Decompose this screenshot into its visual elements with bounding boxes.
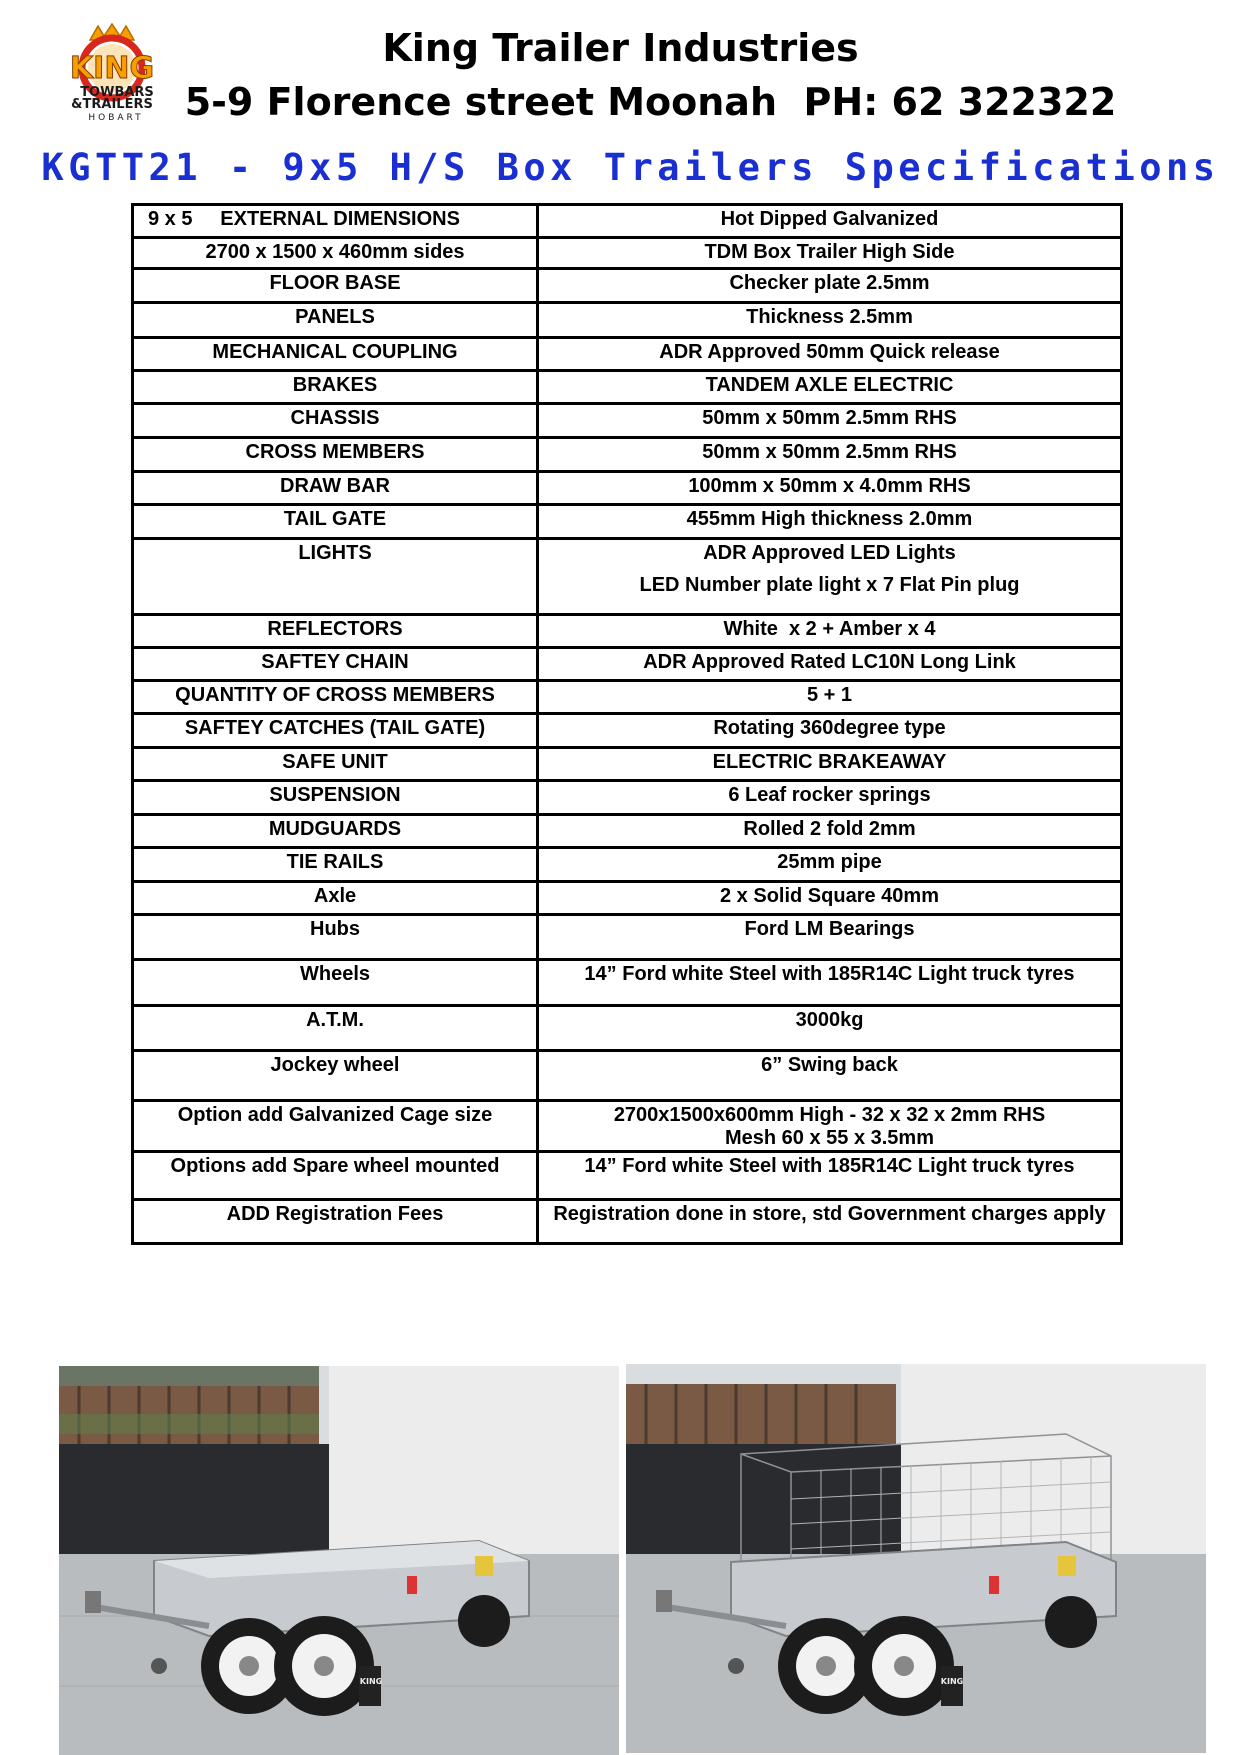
spec-value-line: 5 + 1 (806, 684, 853, 706)
spec-row (133, 338, 1122, 371)
photo-1-plate: KING (359, 1677, 383, 1686)
spec-label: CROSS MEMBERS (133, 438, 538, 472)
trailer-photos (59, 1366, 1206, 1755)
box-trailer-photo (59, 1366, 619, 1755)
spec-label: MECHANICAL COUPLING (133, 338, 538, 371)
spec-label: Jockey wheel (133, 1051, 538, 1101)
spec-value-line: 14” Ford white Steel with 185R14C Light truck tyres (584, 963, 1075, 985)
spec-label: SAFE UNIT (133, 748, 538, 781)
spec-row (133, 648, 1122, 681)
spec-row (133, 269, 1122, 303)
spec-label: Hubs (133, 915, 538, 960)
spec-value-line: 25mm pipe (777, 851, 882, 873)
company-address: 5-9 Florence street Moonah PH: 62 322322 (184, 80, 1117, 124)
spec-value (538, 960, 1122, 1006)
spec-value-line: Thickness 2.5mm (746, 306, 913, 328)
spec-label: DRAW BAR (133, 472, 538, 505)
spec-row (133, 505, 1122, 539)
spec-value-line: White x 2 + Amber x 4 (723, 618, 936, 640)
spec-label: Wheels (133, 960, 538, 1006)
spec-label: FLOOR BASE (133, 269, 538, 303)
spec-value (538, 303, 1122, 338)
spec-label: 2700 x 1500 x 460mm sides (133, 238, 538, 269)
spec-row (133, 960, 1122, 1006)
spec-value-line: ADR Approved LED Lights (703, 542, 956, 564)
spec-value (538, 1200, 1122, 1244)
spec-value-line: TANDEM AXLE ELECTRIC (705, 374, 954, 396)
photo-2-plate: KING (940, 1677, 964, 1686)
spec-value (538, 681, 1122, 714)
spec-value (538, 781, 1122, 815)
spec-value (538, 648, 1122, 681)
spec-row (133, 815, 1122, 848)
spec-value-line: 6” Swing back (761, 1054, 898, 1076)
spec-value (538, 238, 1122, 269)
spec-value-line: Rolled 2 fold 2mm (743, 818, 916, 840)
logo-line-towbars: TOWBARS (80, 85, 154, 100)
spec-value (538, 269, 1122, 303)
spec-row (133, 748, 1122, 781)
logo-line-hobart: HOBART (88, 113, 144, 123)
spec-value-line: TDM Box Trailer High Side (704, 241, 955, 263)
spec-row (133, 1101, 1122, 1152)
logo-line-trailers: &TRAILERS (71, 97, 153, 112)
spec-value (538, 338, 1122, 371)
spec-value (538, 438, 1122, 472)
spec-value-line: 455mm High thickness 2.0mm (686, 508, 973, 530)
spec-label: PANELS (133, 303, 538, 338)
spec-row (133, 438, 1122, 472)
spec-table (131, 203, 1123, 1245)
spec-label: 9 x 5 EXTERNAL DIMENSIONS (133, 205, 538, 238)
spec-label: LIGHTS (133, 539, 538, 615)
spec-value-line: Hot Dipped Galvanized (720, 208, 939, 230)
spec-value-line: 2700x1500x600mm High - 32 x 32 x 2mm RHS (613, 1104, 1046, 1126)
spec-value-line-2: Mesh 60 x 55 x 3.5mm (724, 1127, 934, 1149)
spec-value-line: Rotating 360degree type (713, 717, 946, 739)
spec-label: Option add Galvanized Cage size (133, 1101, 538, 1152)
spec-value (538, 472, 1122, 505)
spec-value (538, 539, 1122, 615)
spec-row (133, 539, 1122, 615)
spec-row (133, 205, 1122, 238)
spec-label: REFLECTORS (133, 615, 538, 648)
spec-value (538, 748, 1122, 781)
spec-value (538, 505, 1122, 539)
spec-value (538, 848, 1122, 882)
spec-row (133, 1152, 1122, 1200)
spec-value (538, 371, 1122, 404)
spec-label: TAIL GATE (133, 505, 538, 539)
caged-trailer-photo (626, 1364, 1206, 1753)
spec-label: QUANTITY OF CROSS MEMBERS (133, 681, 538, 714)
spec-row (133, 1200, 1122, 1244)
spec-label: BRAKES (133, 371, 538, 404)
spec-row (133, 848, 1122, 882)
spec-value-line: ADR Approved Rated LC10N Long Link (643, 651, 1016, 673)
spec-value (538, 1152, 1122, 1200)
spec-row (133, 681, 1122, 714)
spec-label: Options add Spare wheel mounted (133, 1152, 538, 1200)
spec-value-line: ELECTRIC BRAKEAWAY (712, 751, 947, 773)
spec-row (133, 1051, 1122, 1101)
spec-value-line: Registration done in store, std Government charges apply (553, 1203, 1106, 1225)
spec-label: SUSPENSION (133, 781, 538, 815)
spec-value (538, 815, 1122, 848)
spec-value (538, 1101, 1122, 1152)
spec-label: SAFTEY CHAIN (133, 648, 538, 681)
spec-row (133, 371, 1122, 404)
spec-value (538, 615, 1122, 648)
spec-label: A.T.M. (133, 1006, 538, 1051)
spec-value (538, 882, 1122, 915)
spec-value-line: Checker plate 2.5mm (729, 272, 930, 294)
spec-value (538, 915, 1122, 960)
spec-value (538, 404, 1122, 438)
spec-label: TIE RAILS (133, 848, 538, 882)
spec-row (133, 714, 1122, 748)
spec-value-line: ADR Approved 50mm Quick release (659, 341, 1000, 363)
spec-value-line: 50mm x 50mm 2.5mm RHS (702, 407, 957, 429)
spec-value (538, 1051, 1122, 1101)
logo-brand: KING (69, 51, 155, 86)
spec-row (133, 238, 1122, 269)
spec-row (133, 472, 1122, 505)
spec-label: ADD Registration Fees (133, 1200, 538, 1244)
spec-value-line-2: LED Number plate light x 7 Flat Pin plug (639, 574, 1020, 596)
spec-value-line: 2 x Solid Square 40mm (720, 885, 939, 907)
spec-label: CHASSIS (133, 404, 538, 438)
spec-row (133, 781, 1122, 815)
spec-value-line: 6 Leaf rocker springs (728, 784, 931, 806)
spec-value-line: Ford LM Bearings (744, 918, 915, 940)
spec-value-line: 100mm x 50mm x 4.0mm RHS (688, 475, 971, 497)
spec-value-line: 14” Ford white Steel with 185R14C Light truck tyres (584, 1155, 1075, 1177)
spec-row (133, 303, 1122, 338)
spec-value-line: 50mm x 50mm 2.5mm RHS (702, 441, 957, 463)
spec-row (133, 615, 1122, 648)
spec-value (538, 1006, 1122, 1051)
spec-value-line: 3000kg (795, 1009, 864, 1031)
spec-value (538, 714, 1122, 748)
spec-label: MUDGUARDS (133, 815, 538, 848)
spec-row (133, 915, 1122, 960)
spec-row (133, 882, 1122, 915)
company-name: King Trailer Industries (382, 26, 859, 70)
spec-label: Axle (133, 882, 538, 915)
spec-title: KGTT21 - 9x5 H/S Box Trailers Specifications (41, 146, 1220, 189)
spec-row (133, 404, 1122, 438)
spec-value (538, 205, 1122, 238)
spec-label: SAFTEY CATCHES (TAIL GATE) (133, 714, 538, 748)
spec-row (133, 1006, 1122, 1051)
